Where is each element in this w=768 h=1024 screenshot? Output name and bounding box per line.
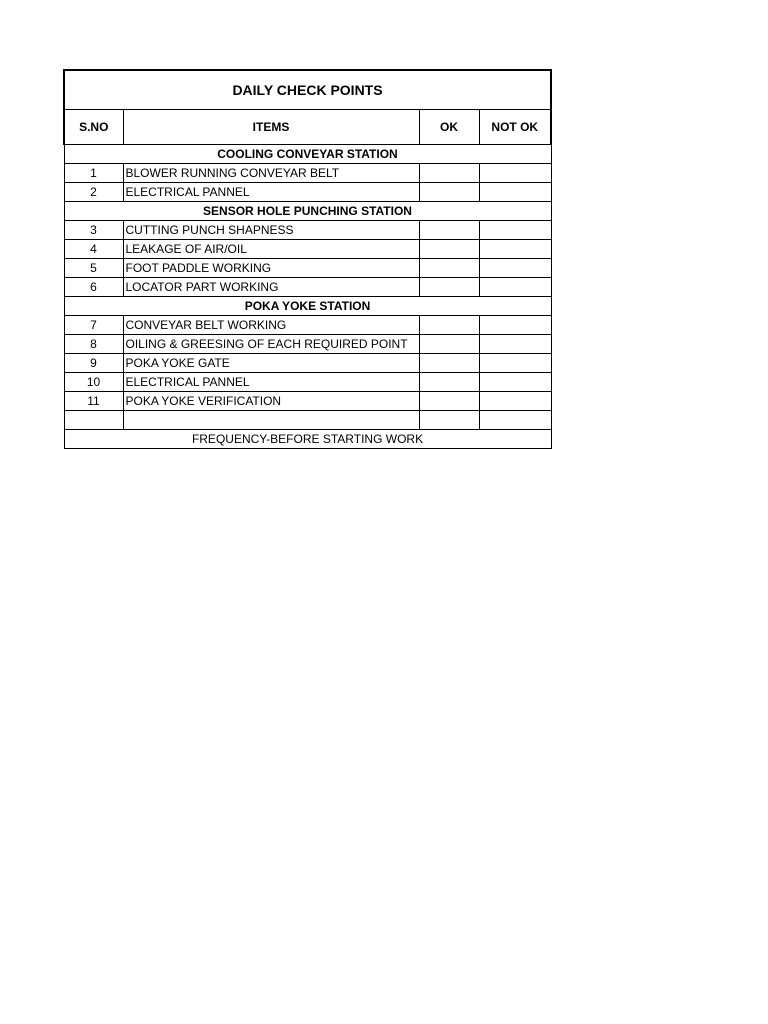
row-item: ELECTRICAL PANNEL xyxy=(123,183,419,202)
section-title: COOLING CONVEYAR STATION xyxy=(64,145,551,164)
ok-checkbox-cell[interactable] xyxy=(419,278,479,297)
header-ok: OK xyxy=(419,110,479,145)
frequency-note: FREQUENCY-BEFORE STARTING WORK xyxy=(64,430,551,449)
section-row xyxy=(64,297,551,316)
row-sno: 5 xyxy=(64,259,123,278)
empty-row xyxy=(64,411,551,430)
row-sno: 1 xyxy=(64,164,123,183)
row-item: BLOWER RUNNING CONVEYAR BELT xyxy=(123,164,419,183)
ok-checkbox-cell[interactable] xyxy=(419,164,479,183)
checklist-row xyxy=(64,183,551,202)
row-sno: 9 xyxy=(64,354,123,373)
row-sno: 7 xyxy=(64,316,123,335)
not-ok-checkbox-cell[interactable] xyxy=(479,354,551,373)
checklist-row xyxy=(64,392,551,411)
title-row xyxy=(64,70,551,110)
header-not-ok: NOT OK xyxy=(479,110,551,145)
not-ok-checkbox-cell[interactable] xyxy=(479,259,551,278)
section-title: POKA YOKE STATION xyxy=(64,297,551,316)
empty-sno-cell xyxy=(64,411,123,430)
empty-item-cell xyxy=(123,411,419,430)
checklist-row xyxy=(64,373,551,392)
ok-checkbox-cell[interactable] xyxy=(419,240,479,259)
header-items: ITEMS xyxy=(123,110,419,145)
header-sno: S.NO xyxy=(64,110,123,145)
row-sno: 3 xyxy=(64,221,123,240)
ok-checkbox-cell[interactable] xyxy=(419,259,479,278)
row-item: OILING & GREESING OF EACH REQUIRED POINT xyxy=(123,335,419,354)
checklist-row xyxy=(64,335,551,354)
not-ok-checkbox-cell[interactable] xyxy=(479,335,551,354)
checklist-row xyxy=(64,240,551,259)
row-item: POKA YOKE GATE xyxy=(123,354,419,373)
not-ok-checkbox-cell[interactable] xyxy=(479,373,551,392)
empty-not-ok-cell[interactable] xyxy=(479,411,551,430)
row-sno: 4 xyxy=(64,240,123,259)
ok-checkbox-cell[interactable] xyxy=(419,373,479,392)
checklist-row xyxy=(64,164,551,183)
checklist-row xyxy=(64,316,551,335)
row-item: LOCATOR PART WORKING xyxy=(123,278,419,297)
row-item: CONVEYAR BELT WORKING xyxy=(123,316,419,335)
row-item: POKA YOKE VERIFICATION xyxy=(123,392,419,411)
ok-checkbox-cell[interactable] xyxy=(419,335,479,354)
not-ok-checkbox-cell[interactable] xyxy=(479,183,551,202)
empty-ok-cell[interactable] xyxy=(419,411,479,430)
row-sno: 10 xyxy=(64,373,123,392)
row-sno: 8 xyxy=(64,335,123,354)
not-ok-checkbox-cell[interactable] xyxy=(479,316,551,335)
checklist-row xyxy=(64,259,551,278)
row-item: LEAKAGE OF AIR/OIL xyxy=(123,240,419,259)
row-sno: 6 xyxy=(64,278,123,297)
daily-check-points-table xyxy=(63,69,552,449)
row-item: FOOT PADDLE WORKING xyxy=(123,259,419,278)
row-sno: 11 xyxy=(64,392,123,411)
ok-checkbox-cell[interactable] xyxy=(419,183,479,202)
checklist-row xyxy=(64,278,551,297)
ok-checkbox-cell[interactable] xyxy=(419,221,479,240)
ok-checkbox-cell[interactable] xyxy=(419,392,479,411)
checklist-row xyxy=(64,354,551,373)
checklist-row xyxy=(64,221,551,240)
not-ok-checkbox-cell[interactable] xyxy=(479,240,551,259)
row-item: CUTTING PUNCH SHAPNESS xyxy=(123,221,419,240)
header-row xyxy=(64,110,551,145)
not-ok-checkbox-cell[interactable] xyxy=(479,392,551,411)
ok-checkbox-cell[interactable] xyxy=(419,354,479,373)
section-title: SENSOR HOLE PUNCHING STATION xyxy=(64,202,551,221)
row-sno: 2 xyxy=(64,183,123,202)
not-ok-checkbox-cell[interactable] xyxy=(479,221,551,240)
section-row xyxy=(64,145,551,164)
row-item: ELECTRICAL PANNEL xyxy=(123,373,419,392)
footer-row xyxy=(64,430,551,449)
not-ok-checkbox-cell[interactable] xyxy=(479,278,551,297)
ok-checkbox-cell[interactable] xyxy=(419,316,479,335)
sheet-title: DAILY CHECK POINTS xyxy=(64,70,551,110)
section-row xyxy=(64,202,551,221)
not-ok-checkbox-cell[interactable] xyxy=(479,164,551,183)
